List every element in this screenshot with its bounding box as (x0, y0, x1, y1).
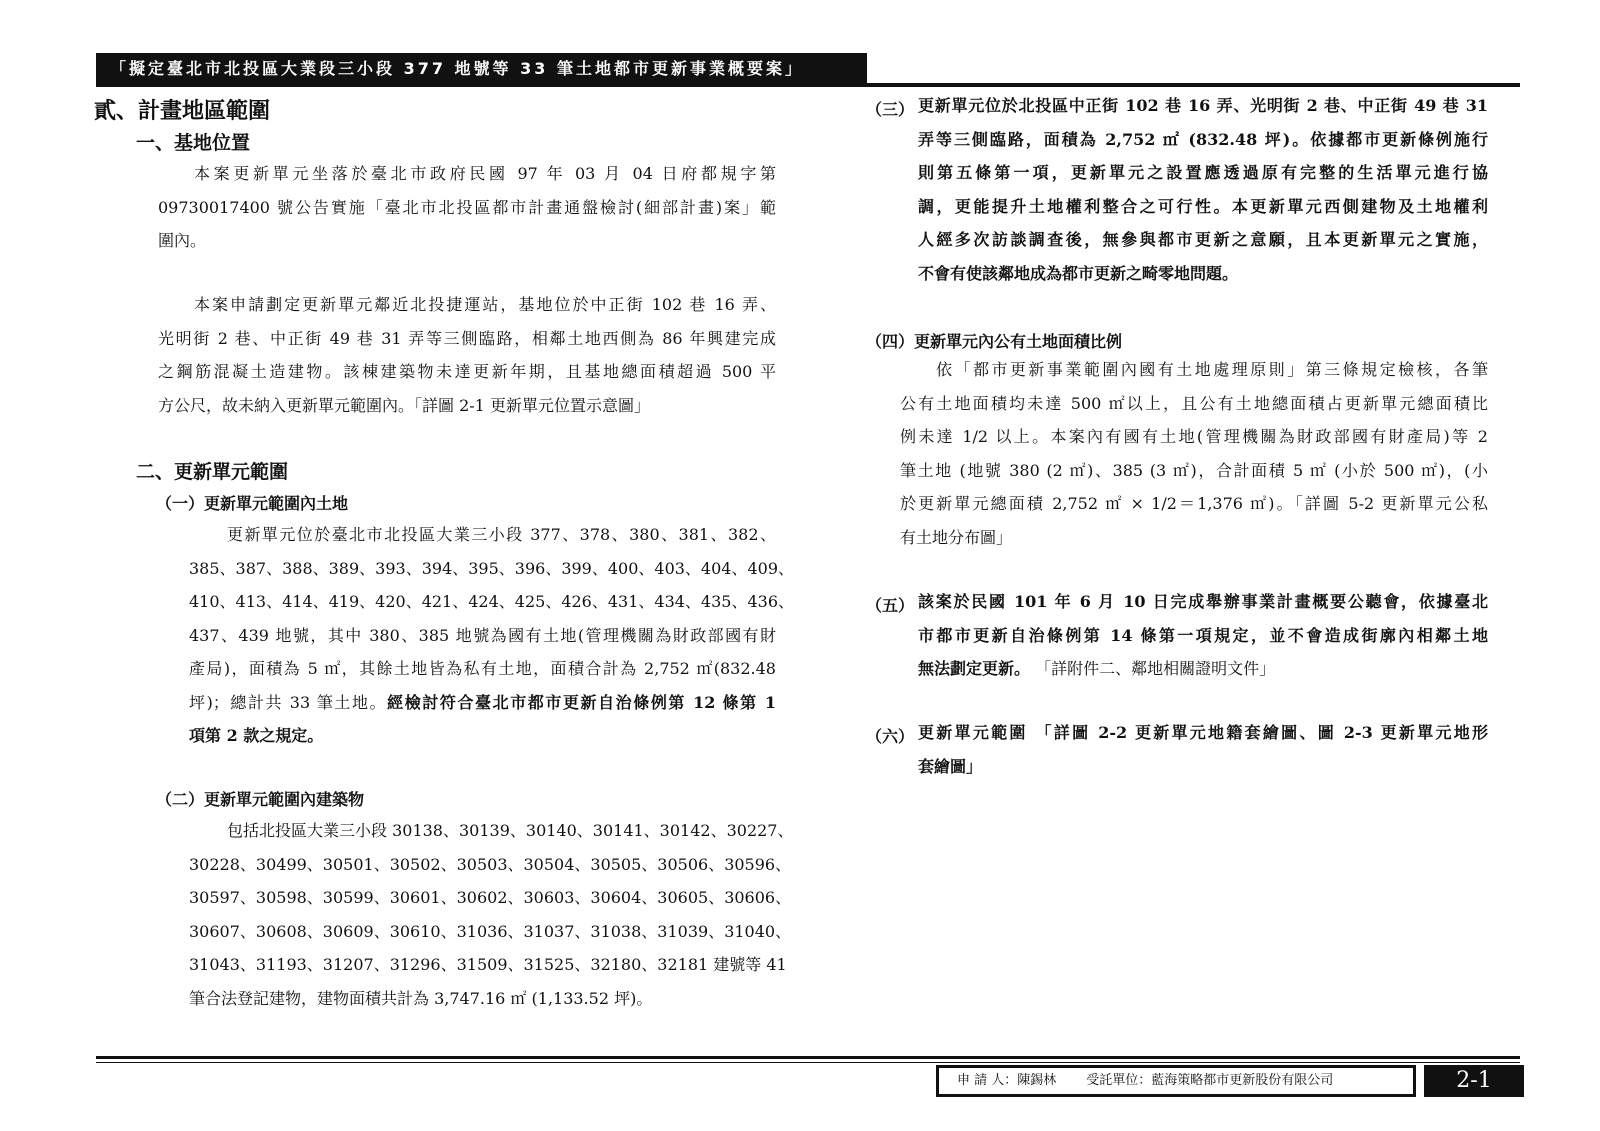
paragraph-line: 30228、30499、30501、30502、30503、30504、30505、30506、30596、 (189, 854, 792, 874)
part2-sub1-paragraph (189, 518, 795, 753)
paragraph-line: 筆合法登記建物，建物面積共計為 3,747.16 ㎡ (1,133.52 坪)。 (189, 988, 653, 1008)
paragraph-line: 產局)，面積為 5 ㎡，其餘土地皆為私有土地，面積合計為 2,752 ㎡(832.48 (189, 659, 776, 678)
part2-title: 二、更新單元範圍 (136, 461, 289, 483)
paragraph-line: 公有土地面積均未達 500 ㎡以上，且公有土地總面積占更新單元總面積比 (900, 393, 1488, 413)
paragraph-line: 筆土地 (地號 380 (2 ㎡)、385 (3 ㎡)，合計面積 5 ㎡ (小於 500 ㎡)，(小 (900, 460, 1488, 480)
right-sub4-title: （四）更新單元內公有土地面積比例 (866, 332, 1123, 351)
right-sub5-label: （五） (866, 596, 915, 615)
right-sub3-paragraph (918, 89, 1488, 290)
paragraph-line: 於更新單元總面積 2,752 ㎡ × 1/2＝1,376 ㎡)。「詳圖 5-2 更新單元公私 (900, 494, 1488, 513)
part1-title: 一、基地位置 (136, 132, 251, 154)
paragraph-line: 30607、30608、30609、30610、31036、31037、31038、31039、31040、 (189, 921, 792, 941)
section-title: 貳、計畫地區範圍 (94, 98, 271, 124)
paragraph-line: 更新單元範圍 「詳圖 2-2 更新單元地籍套繪圖、圖 2-3 更新單元地形 (918, 723, 1488, 742)
footer-applicant: 申 請 人：陳錫林 (957, 1073, 1057, 1088)
paragraph-line: 09730017400 號公告實施「臺北市北投區都市計畫通盤檢討(細部計畫)案」範 (158, 197, 776, 217)
paragraph-line: 之鋼筋混凝土造建物。該棟建築物未達更新年期，且基地總面積超過 500 平 (158, 362, 776, 381)
paragraph-line: 例未達 1/2 以上。本案內有國有土地(管理機關為財政部國有財產局)等 2 (900, 427, 1488, 446)
paragraph-line: 圍內。 (158, 231, 207, 250)
paragraph-line: 依「都市更新事業範圍內國有土地處理原則」第三條規定檢核，各筆 (936, 360, 1488, 379)
part1-paragraph-2 (158, 288, 776, 422)
reference-text: 「詳附件二、鄰地相關證明文件」 (1030, 659, 1276, 678)
footer-agent: 受託單位：藍海策略都市更新股份有限公司 (1086, 1073, 1334, 1088)
footer-rule (96, 1056, 1520, 1059)
part1-paragraph-1 (158, 157, 776, 258)
paragraph-line: 該案於民國 101 年 6 月 10 日完成舉辦事業計畫概要公聽會，依據臺北 (918, 592, 1488, 611)
paragraph-line: 更新單元位於北投區中正街 102 巷 16 弄、光明街 2 巷、中正街 49 巷 31 (918, 96, 1488, 115)
right-sub3-label: （三） (866, 100, 915, 119)
paragraph-line: 則第五條第一項，更新單元之設置應透過原有完整的生活單元進行協 (918, 163, 1488, 182)
part2-sub1-title: （一）更新單元範圍內土地 (156, 494, 349, 513)
footer-rule (96, 1062, 1520, 1063)
document-header-title: 「擬定臺北市北投區大業段三小段 377 地號等 33 筆土地都市更新事業概要案」 (96, 53, 867, 85)
paragraph-line: 套繪圖」 (918, 756, 983, 776)
paragraph-line: 本案申請劃定更新單元鄰近北投捷運站，基地位於中正街 102 巷 16 弄、 (194, 295, 776, 314)
regulation-check-text: 項第 2 款之規定。 (189, 726, 324, 745)
paragraph-line: 有土地分布圖」 (900, 527, 1013, 547)
right-sub6-label: （六） (866, 727, 915, 746)
footer-info-box (936, 1065, 1416, 1097)
paragraph-text: 無法劃定更新。 (918, 659, 1031, 678)
paragraph-line: 光明街 2 巷、中正街 49 巷 31 弄等三側臨路，相鄰土地西側為 86 年興建完成 (158, 328, 776, 348)
right-sub6-paragraph (918, 716, 1488, 783)
paragraph-line: 調，更能提升土地權利整合之可行性。本更新單元西側建物及土地權利 (918, 196, 1488, 216)
page-number: 2-1 (1424, 1065, 1524, 1097)
part2-sub2-paragraph (189, 814, 794, 1015)
paragraph-line: 31043、31193、31207、31296、31509、31525、32180、32181 建號等 41 (189, 955, 787, 974)
right-sub4-paragraph (900, 353, 1488, 554)
paragraph-line: 市都市更新自治條例第 14 條第一項規定，並不會造成街廓內相鄰土地 (918, 625, 1488, 645)
paragraph-line: 本案更新單元坐落於臺北市政府民國 97 年 03 月 04 日府都規字第 (194, 164, 776, 183)
paragraph-line: 不會有使該鄰地成為都市更新之畸零地問題。 (918, 263, 1239, 283)
paragraph-line: 人經多次訪談調查後，無參與都市更新之意願，且本更新單元之實施， (918, 230, 1488, 249)
paragraph-line: 385、387、388、389、393、394、395、396、399、400、403、404、409、 (189, 558, 795, 578)
header-rule (96, 83, 1520, 87)
paragraph-text: 坪)；總計共 33 筆土地。 (189, 692, 388, 712)
paragraph-line: 方公尺，故未納入更新單元範圍內。「詳圖 2-1 更新單元位置示意圖」 (158, 395, 650, 415)
paragraph-line: 包括北投區大業三小段 30138、30139、30140、30141、30142、30227、 (227, 821, 794, 840)
paragraph-line (918, 652, 1488, 686)
part2-sub2-title: （二）更新單元範圍內建築物 (156, 790, 365, 809)
paragraph-line: 弄等三側臨路，面積為 2,752 ㎡ (832.48 坪)。依據都市更新條例施行 (918, 129, 1488, 149)
paragraph-line: 437、439 地號，其中 380、385 地號為國有土地(管理機關為財政部國有財 (189, 625, 776, 645)
paragraph-line: 30597、30598、30599、30601、30602、30603、30604、30605、30606、 (189, 888, 792, 907)
paragraph-line (189, 686, 776, 720)
regulation-check-text: 經檢討符合臺北市都市更新自治條例第 12 條第 1 (387, 692, 776, 712)
paragraph-line: 410、413、414、419、420、421、424、425、426、431、434、435、436、 (189, 592, 795, 611)
paragraph-line: 更新單元位於臺北市北投區大業三小段 377、378、380、381、382、 (227, 525, 776, 544)
right-sub5-paragraph (918, 585, 1488, 686)
